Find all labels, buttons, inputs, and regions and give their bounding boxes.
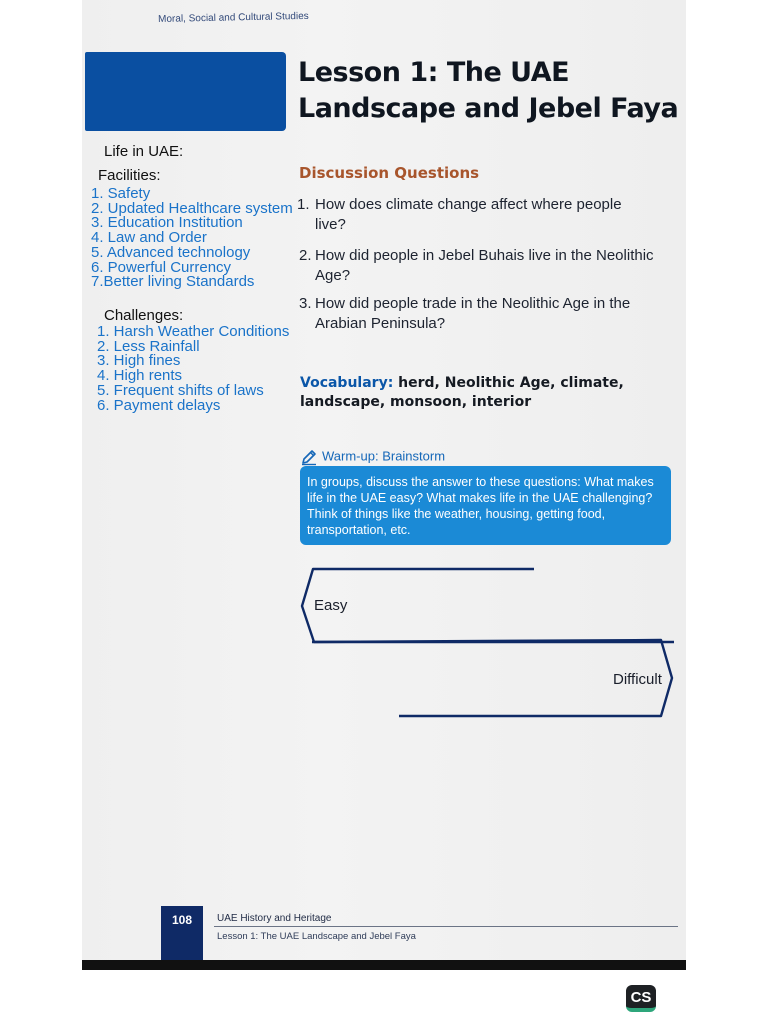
question-3-line2: Arabian Peninsula?	[315, 315, 446, 332]
lesson-title-line2: Landscape and Jebel Faya	[298, 93, 679, 124]
question-1-line2: live?	[315, 216, 346, 233]
title-color-block	[85, 52, 286, 131]
pencil-icon	[300, 448, 318, 466]
list-item: 4. Law and Order	[91, 229, 207, 247]
footer-divider	[214, 926, 678, 927]
list-item: 3. High fines	[97, 352, 181, 370]
lesson-title	[298, 55, 678, 127]
life-heading: Life in UAE:	[104, 143, 184, 160]
list-item: 6. Payment delays	[97, 396, 221, 414]
list-item: 1. Safety	[91, 185, 151, 202]
easy-arrow-outline	[302, 569, 674, 642]
list-item: 2. Updated Healthcare system	[91, 199, 293, 217]
question-1	[315, 195, 622, 235]
page-number: 108	[171, 913, 193, 927]
running-header: Moral, Social and Cultural Studies	[158, 10, 309, 25]
vocabulary	[300, 374, 624, 412]
list-item: 4. High rents	[97, 367, 183, 385]
vocabulary-label: Vocabulary:	[300, 375, 394, 391]
question-1-line1: How does climate change affect where people	[315, 196, 622, 213]
question-3-number: 3.	[299, 295, 312, 312]
list-item: 6. Powerful Currency	[91, 258, 232, 276]
list-item: 7.Better living Standards	[91, 273, 255, 291]
footer-lesson-ref: Lesson 1: The UAE Landscape and Jebel Faya	[217, 931, 416, 942]
easy-difficult-arrows	[296, 564, 678, 722]
discussion-title: Discussion Questions	[299, 164, 480, 182]
question-2	[315, 246, 654, 286]
list-item: 2. Less Rainfall	[97, 337, 200, 355]
warmup-box	[300, 466, 671, 545]
bottom-edge	[82, 960, 686, 970]
difficult-label: Difficult	[613, 671, 662, 688]
question-1-number: 1.	[297, 196, 310, 213]
challenges-heading: Challenges:	[104, 307, 184, 324]
question-2-line1: How did people in Jebel Buhais live in the Neolithic	[315, 247, 654, 264]
list-item: 5. Advanced technology	[91, 243, 251, 261]
facilities-heading: Facilities:	[98, 167, 161, 184]
footer-book-title: UAE History and Heritage	[217, 913, 332, 924]
question-3	[315, 294, 630, 334]
vocabulary-line1: herd, Neolithic Age, climate,	[393, 375, 624, 391]
warmup-title: Warm-up: Brainstorm	[322, 448, 446, 464]
easy-label: Easy	[314, 597, 348, 614]
logo-text: CS	[630, 989, 652, 1006]
camscanner-logo	[626, 985, 656, 1012]
warmup-heading	[300, 448, 445, 466]
question-3-line1: How did people trade in the Neolithic Age in the	[315, 295, 631, 312]
facilities-list	[91, 187, 293, 290]
list-item: 1. Harsh Weather Conditions	[97, 323, 290, 340]
challenges-list	[97, 325, 289, 413]
question-2-line2: Age?	[315, 267, 351, 284]
warmup-text: In groups, discuss the answer to these questions: What makes life in the UAE easy? What makes life in the UAE challenging? Think of things like the weather, housing, getting food, transportation, etc.	[307, 475, 654, 537]
question-2-number: 2.	[299, 247, 312, 264]
lesson-title-line1: Lesson 1: The UAE	[298, 57, 570, 88]
vocabulary-line2: landscape, monsoon, interior	[300, 394, 532, 410]
list-item: 3. Education Institution	[91, 214, 243, 232]
page-number-box	[161, 906, 203, 960]
list-item: 5. Frequent shifts of laws	[97, 381, 264, 399]
